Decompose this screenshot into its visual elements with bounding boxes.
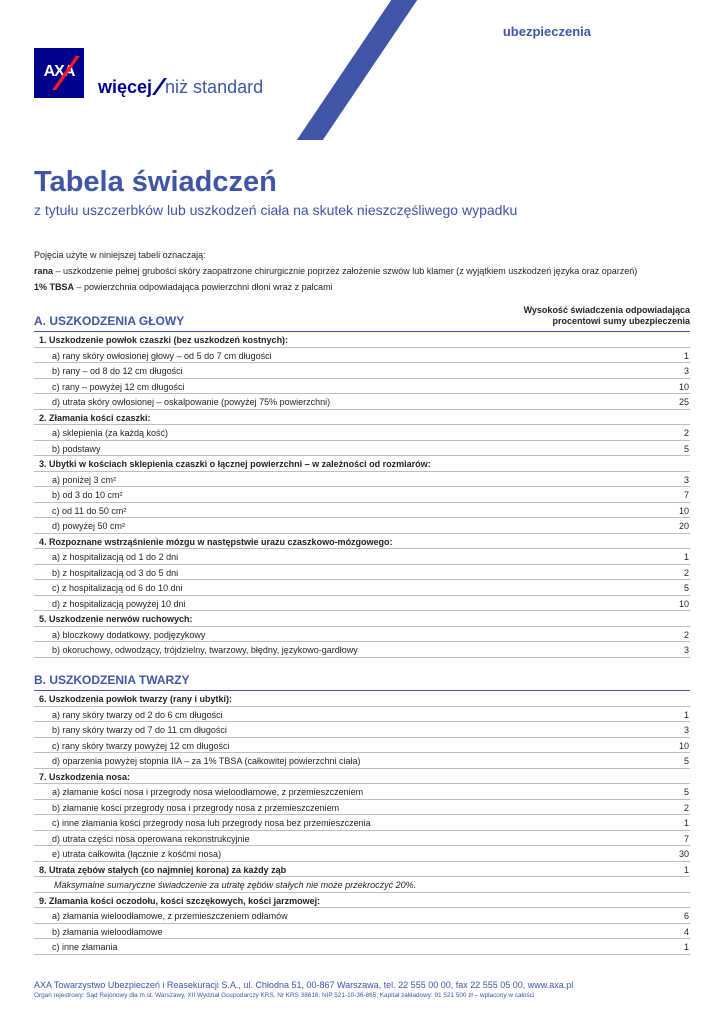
table-row	[34, 738, 690, 754]
tagline-bold: więcej	[98, 77, 153, 97]
row-label: e) utrata całkowita (łącznie z kośćmi nosa)	[52, 849, 222, 859]
column-note-line-2: procentowi sumy ubezpieczenia	[552, 316, 690, 326]
decorative-stripe	[270, 0, 424, 140]
row-label: d) oparzenia powyżej stopnia IIA – za 1% TBSA (całkowitej powierzchni ciała)	[52, 756, 361, 766]
row-label: 7. Uszkodzenia nosa:	[39, 771, 131, 782]
row-label: a) poniżej 3 cm²	[52, 474, 117, 485]
row-label: c) inne złamania kości przegrody nosa lub przegrody nosa bez przemieszczenia	[52, 818, 371, 828]
table-row	[34, 472, 690, 488]
category-row	[34, 456, 690, 472]
section-table-b	[34, 691, 690, 955]
page-subtitle: z tytułu uszczerbków lub uszkodzeń ciała na skutek nieszczęśliwego wypadku	[34, 202, 518, 218]
row-label: b) rany – od 8 do 12 cm długości	[52, 366, 183, 376]
row-value: 3	[683, 725, 689, 735]
table-row	[34, 441, 690, 457]
row-label: 9. Złamania kości oczodołu, kości szczękowych, kości jarzmowej:	[39, 895, 321, 906]
row-value: 7	[683, 490, 689, 500]
category-row	[34, 769, 690, 785]
table-row	[34, 627, 690, 643]
table-row	[34, 394, 690, 410]
definitions-intro: Pojęcia użyte w niniejszej tabeli oznaczają:	[34, 250, 206, 260]
row-value: 1	[683, 350, 689, 361]
table-row	[34, 425, 690, 441]
axa-logo	[34, 48, 84, 98]
table-row	[34, 722, 690, 738]
row-label: 1. Uszkodzenie powłok czaszki (bez uszkodzeń kostnych):	[39, 335, 289, 345]
row-label: d) z hospitalizacją powyżej 10 dni	[52, 598, 186, 609]
note-row	[34, 877, 690, 893]
row-value: 3	[683, 366, 689, 376]
row-label: 4. Rozpoznane wstrząśnienie mózgu w następstwie urazu czaszkowo-mózgowego:	[39, 536, 393, 547]
row-value: 5	[683, 756, 689, 766]
category-row	[34, 893, 690, 909]
row-label: b) z hospitalizacją od 3 do 5 dni	[52, 567, 179, 578]
row-value: 10	[678, 740, 689, 751]
row-value: 1	[683, 552, 689, 562]
row-value: 3	[683, 645, 689, 655]
table-row	[34, 908, 690, 924]
category-row	[34, 534, 690, 550]
table-row	[34, 348, 690, 364]
brand-label: ubezpieczenia	[502, 24, 591, 39]
row-label: b) podstawy	[52, 443, 101, 454]
table-row	[34, 753, 690, 769]
table-row	[34, 596, 690, 612]
row-value: 4	[683, 926, 689, 937]
category-row	[34, 332, 690, 348]
column-note-line-1: Wysokość świadczenia odpowiadająca	[523, 305, 690, 315]
definition-tbsa	[34, 279, 637, 295]
row-value: 6	[683, 911, 689, 921]
row-label: c) z hospitalizacją od 6 do 10 dni	[52, 583, 183, 593]
table-row	[34, 503, 690, 519]
table-row	[34, 642, 690, 658]
table-row	[34, 707, 690, 723]
row-value: 2	[683, 428, 689, 438]
row-value: 10	[678, 598, 689, 609]
row-label: b) rany skóry twarzy od 7 do 11 cm długości	[52, 725, 227, 735]
tagline	[98, 77, 263, 98]
row-value: 2	[683, 567, 689, 578]
table-row	[34, 580, 690, 596]
table-row	[34, 846, 690, 862]
row-label: 2. Złamania kości czaszki:	[39, 412, 151, 423]
footer-company: AXA Towarzystwo Ubezpieczeń i Reasekuracji S.A., ul. Chłodna 51, 00-867 Warszawa, tel. 22 555 00 00, fax 22 555 05 00, www.axa.pl	[34, 980, 574, 990]
table-row	[34, 518, 690, 534]
row-label: c) od 11 do 50 cm²	[52, 505, 127, 516]
table-row	[34, 800, 690, 816]
row-value: 1	[683, 709, 689, 720]
table-row	[34, 487, 690, 503]
category-row	[34, 862, 690, 878]
row-label: b) okoruchowy, odwodzący, trójdzielny, twarzowy, błędny, językowo-gardłowy	[52, 645, 358, 655]
row-value: 10	[678, 381, 689, 392]
logo-text: AXA	[43, 63, 75, 80]
row-label: a) złamania wieloodłamowe, z przemieszczeniem odłamów	[52, 911, 288, 921]
row-value: 1	[683, 818, 689, 828]
row-label: 3. Ubytki w kościach sklepienia czaszki o łącznej powierzchni – w zależności od rozmiarów:	[39, 459, 431, 469]
column-note	[524, 305, 690, 327]
table-row	[34, 565, 690, 581]
section-title-b: B. USZKODZENIA TWARZY	[34, 673, 190, 687]
row-label: c) rany – powyżej 12 cm długości	[52, 381, 185, 392]
row-label: 8. Utrata zębów stałych (co najmniej korona) za każdy ząb	[39, 864, 287, 875]
section-table-a	[34, 332, 690, 658]
table-row	[34, 784, 690, 800]
row-label: a) rany skóry owłosionej głowy – od 5 do 7 cm długości	[52, 350, 272, 361]
definition-tbsa-term: 1% TBSA	[34, 282, 75, 292]
row-label: 6. Uszkodzenia powłok twarzy (rany i ubytki):	[39, 694, 233, 704]
row-value: 7	[683, 833, 689, 844]
row-value: 5	[683, 443, 689, 454]
definition-rana	[34, 263, 637, 279]
category-row	[34, 410, 690, 426]
category-row	[34, 691, 690, 707]
row-value: 10	[678, 505, 689, 516]
row-label: a) sklepienia (za każdą kość)	[52, 428, 169, 438]
row-label: b) złamania wieloodłamowe	[52, 926, 163, 937]
row-value: 5	[683, 787, 689, 797]
table-row	[34, 831, 690, 847]
row-value: 30	[678, 849, 689, 859]
table-row	[34, 815, 690, 831]
category-row	[34, 611, 690, 627]
row-label: d) utrata skóry owłosionej – oskalpowanie (powyżej 75% powierzchni)	[52, 397, 331, 407]
table-row	[34, 939, 690, 955]
row-label: b) złamanie kości przegrody nosa i przegrody nosa z przemieszczeniem	[52, 802, 340, 813]
row-label: a) złamanie kości nosa i przegrody nosa wieloodłamowe, z przemieszczeniem	[52, 787, 364, 797]
row-label: 5. Uszkodzenie nerwów ruchowych:	[39, 614, 193, 624]
row-label: a) rany skóry twarzy od 2 do 6 cm długości	[52, 709, 223, 720]
page-title: Tabela świadczeń	[34, 166, 277, 198]
row-value: 5	[683, 583, 689, 593]
definition-rana-text: – uszkodzenie pełnej grubości skóry zaopatrzone chirurgicznie poprzez założenie szwów lub klamer (z wyjątkiem uszkodzeń języka oraz oparzeń)	[53, 266, 638, 276]
decorative-stripe-area	[0, 0, 725, 140]
table-row	[34, 924, 690, 940]
row-label: d) powyżej 50 cm²	[52, 521, 126, 531]
row-value: 2	[683, 629, 689, 640]
row-label: a) z hospitalizacją od 1 do 2 dni	[52, 552, 179, 562]
table-row	[34, 549, 690, 565]
row-label: d) utrata części nosa operowana rekonstrukcyjnie	[52, 833, 250, 844]
definition-rana-term: rana	[34, 266, 54, 276]
tagline-light: niż standard	[165, 77, 264, 97]
footer-registry: Organ rejestrowy: Sąd Rejonowy dla m.st. Warszawy, XII Wydział Gospodarczy KRS, Nr KRS 38616; NIP 521-10-36-865; Kapitał zakładowy: 91 521 500 zł – wpłacony w całości	[34, 992, 535, 999]
row-value: 1	[683, 942, 689, 952]
row-label: c) rany skóry twarzy powyżej 12 cm długości	[52, 740, 230, 751]
row-label: a) bloczkowy dodatkowy, podjęzykowy	[52, 629, 206, 640]
table-row	[34, 363, 690, 379]
section-title-a: A. USZKODZENIA GŁOWY	[34, 314, 185, 328]
row-label: Maksymalne sumaryczne świadczenie za utratę zębów stałych nie może przekroczyć 20%.	[54, 880, 417, 890]
row-value: 20	[678, 521, 689, 531]
row-value: 25	[678, 397, 689, 407]
definition-tbsa-text: – powierzchnia odpowiadająca powierzchni dłoni wraz z palcami	[74, 282, 333, 292]
row-value: 2	[683, 802, 689, 813]
row-label: c) inne złamania	[52, 942, 118, 952]
definitions	[34, 247, 637, 295]
row-label: b) od 3 do 10 cm²	[52, 490, 123, 500]
table-row	[34, 379, 690, 395]
row-value: 1	[683, 864, 689, 875]
row-value: 3	[683, 474, 689, 485]
